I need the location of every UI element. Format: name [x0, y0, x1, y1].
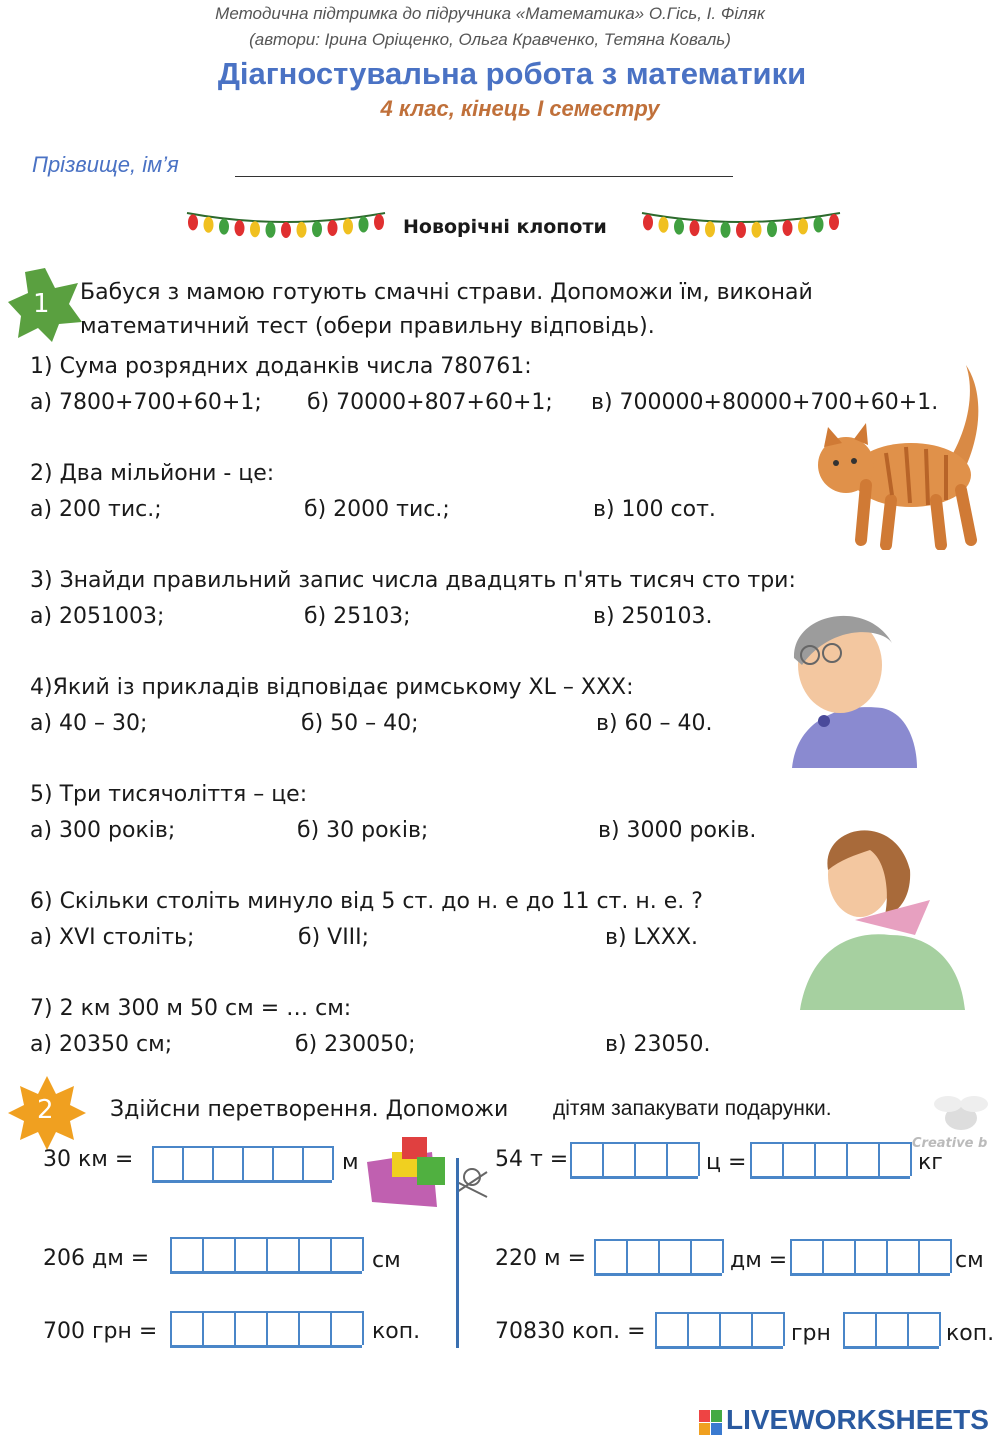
task1-instruction-line1: Бабуся з мамою готують смачні страви. Допоможи їм, виконай — [80, 280, 813, 305]
garland-bulb-icon — [281, 222, 291, 238]
answer-1b[interactable]: б) 70000+807+60+1; — [307, 390, 553, 415]
convert-right-3-boxes-a[interactable] — [655, 1312, 783, 1349]
garland-bulb-icon — [328, 220, 338, 236]
digit-box[interactable] — [242, 1146, 274, 1180]
watermark-text: Creative b — [912, 1136, 988, 1151]
task2-instruction-a: Здійсни перетворення. Допоможи — [110, 1097, 509, 1122]
digit-box[interactable] — [907, 1312, 941, 1346]
answer-5b[interactable]: б) 30 років; — [297, 818, 429, 843]
column-divider — [456, 1158, 459, 1348]
convert-right-3-unit: коп. — [946, 1321, 995, 1346]
page-title: Діагностувальна робота з математики — [217, 56, 807, 91]
answer-4a[interactable]: а) 40 – 30; — [30, 711, 148, 736]
digit-box[interactable] — [886, 1239, 920, 1273]
task1-number: 1 — [33, 289, 50, 319]
convert-left-3-unit: коп. — [372, 1319, 421, 1344]
answer-7c[interactable]: в) 23050. — [605, 1032, 711, 1057]
convert-right-1-boxes-b[interactable] — [750, 1142, 910, 1179]
gifts-illustration-icon — [362, 1132, 492, 1212]
digit-box[interactable] — [666, 1142, 700, 1176]
digit-box[interactable] — [330, 1311, 364, 1345]
convert-left-3-lhs: 700 грн = — [43, 1319, 158, 1344]
answer-5a[interactable]: а) 300 років; — [30, 818, 176, 843]
task2-instruction-b: дітям запакувати подарунки. — [553, 1097, 832, 1120]
garland-bulb-icon — [266, 222, 276, 238]
convert-right-2-mid: дм = — [730, 1248, 788, 1273]
digit-box[interactable] — [302, 1146, 334, 1180]
digit-box[interactable] — [814, 1142, 848, 1176]
liveworksheets-logo-icon — [698, 1408, 724, 1438]
garland-bulb-icon — [643, 214, 653, 230]
convert-left-2-boxes[interactable] — [170, 1237, 362, 1274]
garland-bulb-icon — [690, 220, 700, 236]
page-subtitle: 4 клас, кінець І семестру — [380, 96, 660, 121]
answer-3b[interactable]: б) 25103; — [304, 604, 411, 629]
garland-bulb-icon — [705, 221, 715, 237]
answer-6c[interactable]: в) LXXX. — [605, 925, 699, 950]
garland-bulb-icon — [312, 221, 322, 237]
convert-left-2-unit: см — [372, 1248, 401, 1273]
garland-bulb-icon — [783, 220, 793, 236]
answer-4b[interactable]: б) 50 – 40; — [301, 711, 419, 736]
convert-left-2-lhs: 206 дм = — [43, 1246, 150, 1271]
digit-box[interactable] — [272, 1146, 304, 1180]
answer-5c[interactable]: в) 3000 років. — [598, 818, 757, 843]
task1-instruction-line2: математичний тест (обери правильну відповідь). — [80, 314, 655, 339]
header-line-1: Методична підтримка до підручника «Математика» О.Гісь, І. Філяк — [215, 4, 765, 23]
garland-bulb-icon — [736, 222, 746, 238]
garland-bulb-icon — [343, 218, 353, 234]
garland-bulb-icon — [798, 218, 808, 234]
digit-box[interactable] — [234, 1237, 268, 1271]
digit-box[interactable] — [875, 1312, 909, 1346]
digit-box[interactable] — [658, 1239, 692, 1273]
answer-6a[interactable]: а) XVI століть; — [30, 925, 195, 950]
answer-4c[interactable]: в) 60 – 40. — [596, 711, 713, 736]
digit-box[interactable] — [751, 1312, 785, 1346]
convert-left-1-boxes[interactable] — [152, 1146, 332, 1183]
convert-left-1-lhs: 30 км = — [43, 1147, 134, 1172]
digit-box[interactable] — [626, 1239, 660, 1273]
cat-illustration-icon — [806, 355, 996, 550]
convert-left-3-boxes[interactable] — [170, 1311, 362, 1348]
answer-3c[interactable]: в) 250103. — [593, 604, 713, 629]
garland-bulb-icon — [767, 221, 777, 237]
garland-bulb-icon — [752, 222, 762, 238]
answer-3a[interactable]: а) 2051003; — [30, 604, 165, 629]
digit-box[interactable] — [602, 1142, 636, 1176]
convert-right-3-boxes-b[interactable] — [843, 1312, 939, 1349]
digit-box[interactable] — [202, 1311, 236, 1345]
digit-box[interactable] — [570, 1142, 604, 1176]
question-3: 3) Знайди правильний запис числа двадцять п'ять тисяч сто три: — [30, 568, 796, 593]
answer-6b[interactable]: б) VIII; — [298, 925, 370, 950]
question-2: 2) Два мільйони - це: — [30, 461, 275, 486]
question-1: 1) Сума розрядних доданків числа 780761: — [30, 354, 532, 379]
convert-right-1-mid: ц = — [706, 1150, 747, 1175]
garland-right-icon — [640, 205, 845, 247]
digit-box[interactable] — [152, 1146, 184, 1180]
convert-right-3-mid: грн — [791, 1321, 831, 1346]
digit-box[interactable] — [170, 1311, 204, 1345]
digit-box[interactable] — [234, 1311, 268, 1345]
digit-box[interactable] — [854, 1239, 888, 1273]
grandmother-illustration-icon — [772, 603, 920, 768]
garland-bulb-icon — [359, 216, 369, 232]
garland-bulb-icon — [297, 222, 307, 238]
convert-right-2-boxes-a[interactable] — [594, 1239, 722, 1276]
digit-box[interactable] — [594, 1239, 628, 1273]
convert-right-1-boxes-a[interactable] — [570, 1142, 698, 1179]
answer-2c[interactable]: в) 100 сот. — [593, 497, 716, 522]
garland-bulb-icon — [235, 220, 245, 236]
name-input-line[interactable] — [235, 176, 733, 177]
convert-right-2-lhs: 220 м = — [495, 1246, 587, 1271]
garland-bulb-icon — [219, 219, 229, 235]
digit-box[interactable] — [822, 1239, 856, 1273]
digit-box[interactable] — [878, 1142, 912, 1176]
digit-box[interactable] — [266, 1311, 300, 1345]
banner-title: Новорічні клопоти — [403, 216, 607, 238]
digit-box[interactable] — [298, 1237, 332, 1271]
digit-box[interactable] — [266, 1237, 300, 1271]
answer-1a[interactable]: а) 7800+700+60+1; — [30, 390, 262, 415]
digit-box[interactable] — [202, 1237, 236, 1271]
digit-box[interactable] — [330, 1237, 364, 1271]
garland-bulb-icon — [250, 221, 260, 237]
answer-2a[interactable]: а) 200 тис.; — [30, 497, 162, 522]
digit-box[interactable] — [212, 1146, 244, 1180]
answer-2b[interactable]: б) 2000 тис.; — [304, 497, 450, 522]
convert-right-1-unit: кг — [918, 1150, 943, 1175]
convert-right-2-unit: см — [955, 1248, 984, 1273]
digit-box[interactable] — [719, 1312, 753, 1346]
convert-right-2-boxes-b[interactable] — [790, 1239, 950, 1276]
garland-left-icon — [185, 205, 390, 247]
digit-box[interactable] — [918, 1239, 952, 1273]
digit-box[interactable] — [634, 1142, 668, 1176]
name-label: Прізвище, ім’я — [32, 152, 179, 177]
digit-box[interactable] — [790, 1239, 824, 1273]
garland-bulb-icon — [829, 214, 839, 230]
digit-box[interactable] — [687, 1312, 721, 1346]
mother-illustration-icon — [800, 820, 970, 1010]
convert-right-1-lhs: 54 т = — [495, 1147, 569, 1172]
question-5: 5) Три тисячоліття – це: — [30, 782, 308, 807]
question-7: 7) 2 км 300 м 50 см = … см: — [30, 996, 352, 1021]
digit-box[interactable] — [170, 1237, 204, 1271]
convert-left-1-unit: м — [342, 1150, 359, 1175]
task2-number: 2 — [37, 1095, 54, 1125]
garland-bulb-icon — [374, 214, 384, 230]
digit-box[interactable] — [182, 1146, 214, 1180]
question-6: 6) Скільки століть минуло від 5 ст. до н. е до 11 ст. н. е. ? — [30, 889, 703, 914]
garland-bulb-icon — [188, 214, 198, 230]
garland-bulb-icon — [659, 217, 669, 233]
question-4: 4)Який із прикладів відповідає римському XL – XXX: — [30, 675, 634, 700]
digit-box[interactable] — [843, 1312, 877, 1346]
answer-1c[interactable]: в) 700000+80000+700+60+1. — [591, 390, 939, 415]
answer-7a[interactable]: а) 20350 см; — [30, 1032, 173, 1057]
digit-box[interactable] — [782, 1142, 816, 1176]
digit-box[interactable] — [690, 1239, 724, 1273]
garland-bulb-icon — [721, 222, 731, 238]
digit-box[interactable] — [298, 1311, 332, 1345]
header-line-2: (автори: Ірина Оріщенко, Ольга Кравченко, Тетяна Коваль) — [249, 30, 731, 49]
digit-box[interactable] — [846, 1142, 880, 1176]
digit-box[interactable] — [655, 1312, 689, 1346]
digit-box[interactable] — [750, 1142, 784, 1176]
convert-right-3-lhs: 70830 коп. = — [495, 1319, 646, 1344]
garland-bulb-icon — [204, 217, 214, 233]
garland-bulb-icon — [814, 216, 824, 232]
garland-bulb-icon — [674, 219, 684, 235]
answer-7b[interactable]: б) 230050; — [295, 1032, 416, 1057]
liveworksheets-logo[interactable]: LIVEWORKSHEETS — [726, 1404, 989, 1435]
